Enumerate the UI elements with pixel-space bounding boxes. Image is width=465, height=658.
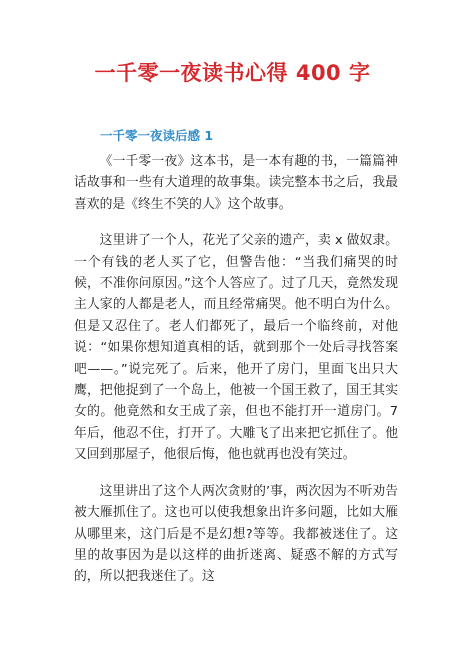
document-body xyxy=(74,151,398,603)
paragraph-3: 这里讲出了这个人两次贪财的’事，两次因为不听劝告被大雁抓住了。这也可以使我想象出许多问题，比如大雁从哪里来，这门后是不是幻想?等等。我都被迷住了。这里的故事因为是以这样的曲折迷离、疑惑不解的方式写的，所以把我迷住了。这 xyxy=(74,483,398,585)
paragraph-2: 这里讲了一个人，花光了父亲的遗产，卖 x 做奴隶。一个有钱的老人买了它，但警告他：“当我们痛哭的时候，不准你问原因。”这个人答应了。过了几天，竟然发现主人家的人都是老人，而且经常痛哭。他不明白为什么。但是又忍住了。老人们都死了，最后一个临终前，对他说：“如果你想知道真相的话，就到那个一处后寻找答案吧——。”说完死了。后来，他开了房门，里面飞出只大鹰，把他捉到了一个岛上，他被一个国王救了，国王其实女的。他竟然和女王成了亲，但也不能打开一道房门。7 年后，他忍不住，打开了。大雕飞了出来把它抓住了。他又回到那屋子，他很后悔，他也就再也没有笑过。 xyxy=(74,233,398,463)
section-subtitle: 一千零一夜读后感 1 xyxy=(100,128,214,143)
document-title: 一千零一夜读书心得 400 字 xyxy=(94,61,371,85)
paragraph-1: 《一千零一夜》这本书，是一本有趣的书，一篇篇神话故事和一些有大道理的故事集。读完整本书之后，我最喜欢的是《终生不笑的人》这个故事。 xyxy=(74,154,398,212)
